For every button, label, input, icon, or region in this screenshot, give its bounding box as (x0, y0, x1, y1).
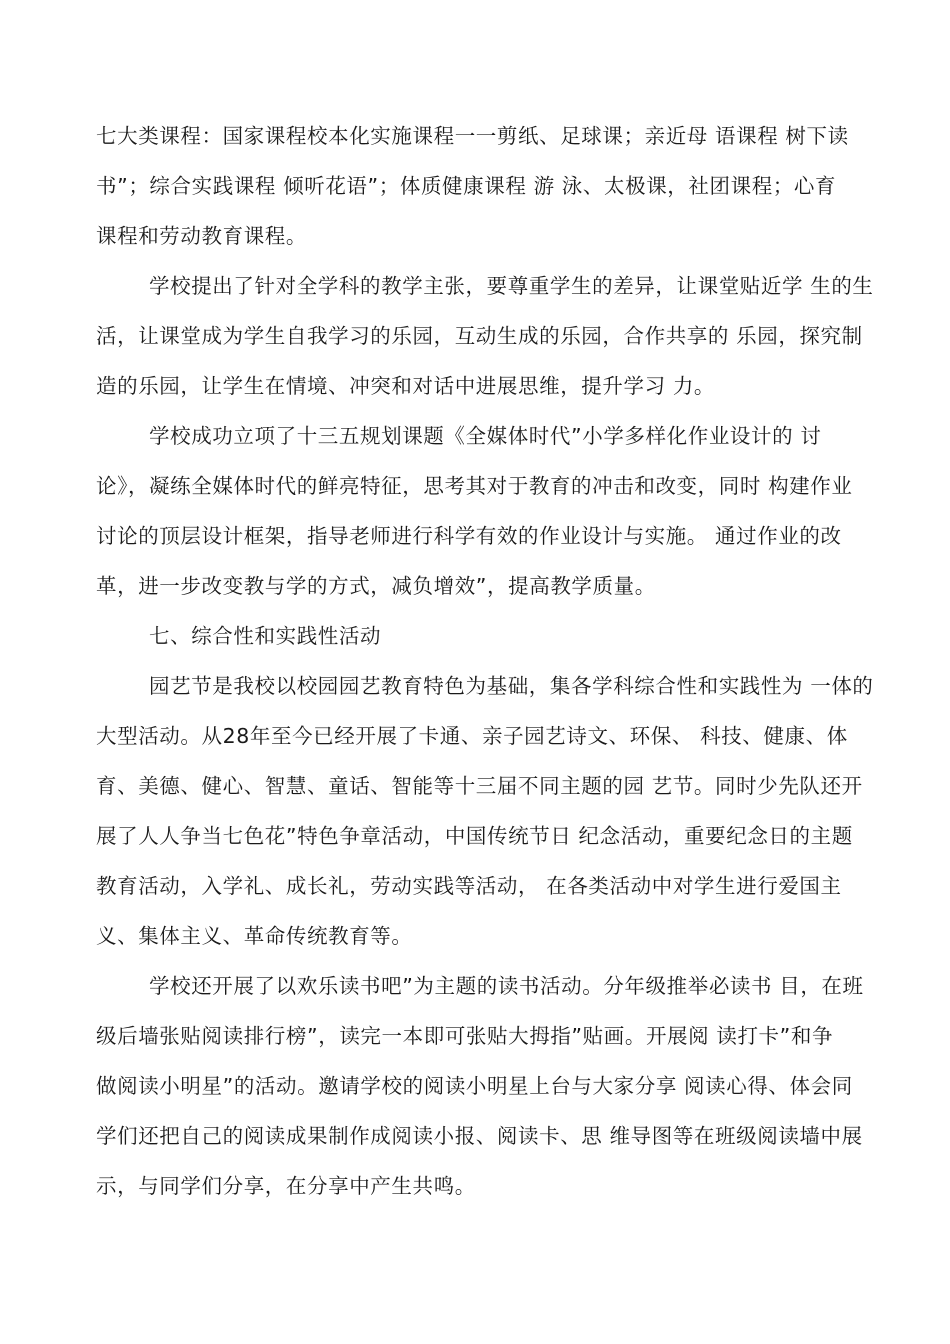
text-line: 教育活动，入学礼、成长礼，劳动实践等活动， 在各类活动中对学生进行爱国主 (96, 874, 842, 898)
text-line: 活，让课堂成为学生自我学习的乐园，互动生成的乐园，合作共享的 乐园，探究制 (96, 324, 863, 348)
text-line: 育、美德、健心、智慧、童话、智能等十三届不同主题的园 艺节。同时少先队还开 (96, 774, 863, 798)
text-line: 义、集体主义、革命传统教育等。 (96, 924, 413, 948)
text-line: 学校还开展了以欢乐读书吧”为主题的读书活动。分年级推举必读书 目，在班 (149, 974, 864, 998)
text-line: 学校成功立项了十三五规划课题《全媒体时代”小学多样化作业设计的 讨 (149, 424, 822, 448)
text-line: 示，与同学们分享，在分享中产生共鸣。 (96, 1174, 476, 1198)
text-line: 论》，凝练全媒体时代的鲜亮特征，思考其对于教育的冲击和改变，同时 构建作业 (96, 474, 853, 498)
text-line: 讨论的顶层设计框架，指导老师进行科学有效的作业设计与实施。 通过作业的改 (96, 524, 842, 548)
text-line: 革，进一步改变教与学的方式，减负增效”，提高教学质量。 (96, 574, 656, 598)
text-line: 学们还把自己的阅读成果制作成阅读小报、阅读卡、思 维导图等在班级阅读墙中展 (96, 1124, 863, 1148)
text-line: 造的乐园，让学生在情境、冲突和对话中进展思维，提升学习 力。 (96, 374, 716, 398)
text-line: 展了人人争当七色花”特色争章活动，中国传统节日 纪念活动，重要纪念日的主题 (96, 824, 853, 848)
text-line: 大型活动。从28年至今已经开展了卡通、亲子园艺诗文、环保、 科技、健康、体 (96, 724, 848, 748)
text-line: 级后墙张贴阅读排行榜”，读完一本即可张贴大拇指”贴画。开展阅 读打卡”和争 (96, 1024, 834, 1048)
text-line: 七大类课程：国家课程校本化实施课程一一剪纸、足球课；亲近母 语课程 树下读 (96, 124, 849, 148)
text-line: 园艺节是我校以校园园艺教育特色为基础，集各学科综合性和实践性为 一体的 (149, 674, 874, 698)
text-line: 学校提出了针对全学科的教学主张，要尊重学生的差异，让课堂贴近学 生的生 (149, 274, 874, 298)
text-line: 做阅读小明星”的活动。邀请学校的阅读小明星上台与大家分享 阅读心得、体会同 (96, 1074, 853, 1098)
text-line: 书”；综合实践课程 倾听花语”；体质健康课程 游 泳、太极课，社团课程；心育 (96, 174, 837, 198)
section-heading: 七、综合性和实践性活动 (149, 624, 382, 648)
text-line: 课程和劳动教育课程。 (96, 224, 307, 248)
